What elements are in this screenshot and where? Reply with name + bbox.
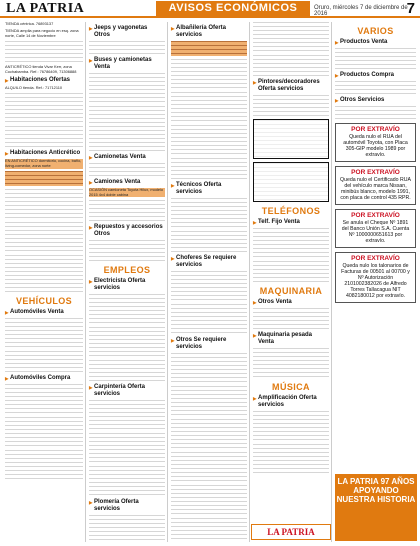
page-header xyxy=(0,0,420,18)
dateline: Oruro, miércoles 7 de diciembre de 2016 xyxy=(314,5,408,17)
category-heading: ▶ Otros Se requiere servicios xyxy=(171,337,247,351)
classified-ad-block xyxy=(253,348,329,378)
category-heading: ▶ Productos Compra xyxy=(335,72,416,79)
category-heading: ▶ Maquinaria pesada Venta xyxy=(253,332,329,346)
anniversary-banner: LA PATRIA 97 AÑOS APOYANDO NUESTRA HISTORIA xyxy=(335,474,417,541)
lost-notice-text: Queda nulo los talonarios de Facturas de 00501 al 00700 y Nº Autorización 2101002382026 de Alfredo Torres Tallacagua NIT 4082180012 por extravío. xyxy=(341,263,410,299)
category-heading: ▶ Pintores/decoradores Oferta servicios xyxy=(253,79,329,93)
classified-ad-block xyxy=(335,81,416,94)
classified-ad-block xyxy=(171,125,247,155)
classified-ad: ALQUILO tienda. Ref.: 71712110 xyxy=(5,85,63,91)
category-heading: ▶ Plomería Oferta servicios xyxy=(89,499,165,513)
category-heading: ▶ Camionetas Venta xyxy=(89,154,165,161)
classified-ad-block xyxy=(89,163,165,176)
classified-ad-block xyxy=(335,48,416,69)
display-advertisement xyxy=(253,162,329,202)
category-heading: ▶ Repuestos y accesorios Otros xyxy=(89,224,165,238)
classified-ad-block xyxy=(171,271,247,301)
classified-ad-block xyxy=(5,93,83,123)
classified-ad-block xyxy=(171,353,247,383)
page-number: 7 xyxy=(406,0,415,17)
classifieds-column-2 xyxy=(87,22,167,542)
classified-ad-block xyxy=(89,466,165,496)
column-divider xyxy=(331,22,332,542)
column-divider xyxy=(249,22,250,542)
classifieds-column-1 xyxy=(3,22,85,542)
highlighted-ad-block xyxy=(5,171,83,186)
category-heading: ▶ Técnicos Oferta servicios xyxy=(171,182,247,196)
classified-ad-block xyxy=(5,41,83,62)
classified-ad-block xyxy=(5,255,83,276)
category-heading: ▶ Automóviles Venta xyxy=(5,309,83,316)
section-heading: MAQUINARIA xyxy=(259,286,323,296)
category-heading: ▶ Jeeps y vagonetas Otros xyxy=(89,25,165,39)
display-advertisement xyxy=(253,119,329,159)
category-heading: ▶ Buses y camionetas Venta xyxy=(89,57,165,71)
classified-ad: ANTICRÉTICO tienda Vivar Kerr, zona Cochabamba. Ref.: 76786409, 71306888 xyxy=(5,63,77,74)
classifieds-column-4 xyxy=(251,22,331,542)
classified-ad-block xyxy=(171,231,247,252)
column-divider xyxy=(167,22,168,542)
lost-notice xyxy=(335,123,416,162)
newspaper-logo: LA PATRIA xyxy=(6,1,85,16)
classified-ad-block xyxy=(89,130,165,151)
classified-ad-block xyxy=(5,126,83,147)
classified-ad-block xyxy=(171,386,247,416)
classified-ad-block xyxy=(5,450,83,480)
lost-notice-title: POR EXTRAVÍO xyxy=(351,212,400,219)
lost-notice-text: Queda nulo el Certificado RUA del vehículo marca Nissan, minibús blanco, modelo 1991, con placa de control 435 RPR. xyxy=(340,177,411,201)
classified-ad-block xyxy=(5,318,83,348)
classified-ad-block xyxy=(171,518,247,542)
classified-ad-block xyxy=(89,433,165,463)
section-heading: EMPLEOS xyxy=(103,264,151,275)
classifieds-column-3 xyxy=(169,22,249,542)
category-heading: ▶ Carpintería Oferta servicios xyxy=(89,384,165,398)
classified-ad-block xyxy=(89,200,165,221)
section-heading: TELÉFONOS xyxy=(261,206,321,216)
classified-ad-block xyxy=(89,360,165,381)
classified-ad-block xyxy=(171,452,247,482)
highlighted-ad: OCASIÓN camioneta Toyota Hilux, modelo 2015 4x4 doble cabina xyxy=(89,187,164,197)
classified-ad-block xyxy=(253,411,329,441)
section-heading: VARIOS xyxy=(357,26,394,36)
category-heading: ▶ Productos Venta xyxy=(335,39,416,46)
lost-notice-title: POR EXTRAVÍO xyxy=(351,169,400,176)
classified-ad-block xyxy=(5,351,83,372)
classified-ad-block xyxy=(253,95,329,116)
lost-notice-title: POR EXTRAVÍO xyxy=(351,255,400,262)
lost-notice-text: Queda nulo el RUA del automóvil Toyota, con Placa 305-GIP modelo 1989 por extravío. xyxy=(343,134,408,158)
classified-ad-block xyxy=(89,73,165,103)
classified-ad-block xyxy=(171,485,247,515)
classified-ad-block xyxy=(5,279,83,292)
classified-ad-block xyxy=(89,400,165,430)
category-heading: ▶ Otros Venta xyxy=(253,299,329,306)
lost-notice xyxy=(335,252,416,303)
category-heading: ▶ Habitaciones Anticrético xyxy=(5,150,83,157)
classified-ad-block xyxy=(89,240,165,261)
classified-ad-block xyxy=(253,228,329,258)
classified-ad-block xyxy=(253,308,329,329)
category-heading: ▶ Camiones Venta xyxy=(89,179,165,186)
classified-ad-block xyxy=(253,261,329,282)
classified-ad-block xyxy=(89,41,165,54)
classified-ad-block xyxy=(5,189,83,219)
category-heading: ▶ Telf. Fijo Venta xyxy=(253,219,329,226)
section-heading: VEHÍCULOS xyxy=(15,296,73,307)
classified-ad-block xyxy=(89,106,165,127)
classified-ad-block xyxy=(171,158,247,179)
category-heading: ▶ Choferes Se requiere servicios xyxy=(171,255,247,269)
category-heading: ▶ Electricista Oferta servicios xyxy=(89,278,165,292)
classified-ad-block xyxy=(5,384,83,414)
category-heading: ▶ Albañilería Oferta servicios xyxy=(171,25,247,39)
classified-ad-block xyxy=(335,106,416,119)
classified-ad-block xyxy=(89,515,165,542)
classifieds-column-5 xyxy=(333,22,418,542)
highlighted-ad: EN ANTICRÉTICO dormitorio, cocina, baño, living-comedor, zona norte xyxy=(5,158,82,168)
classified-ad-block xyxy=(89,294,165,324)
category-heading: ▶ Amplificación Oferta servicios xyxy=(253,395,329,409)
classified-ad-block xyxy=(5,417,83,447)
classified-ad-block xyxy=(253,444,329,474)
category-heading: ▶ Automóviles Compra xyxy=(5,375,83,382)
section-heading: MÚSICA xyxy=(272,382,310,392)
classified-ad-block xyxy=(171,304,247,334)
classified-ad-block xyxy=(89,327,165,357)
classified-ad-block xyxy=(253,55,329,76)
classified-ad-block xyxy=(5,222,83,252)
section-banner: AVISOS ECONÓMICOS xyxy=(156,1,310,16)
classified-ad-block xyxy=(171,419,247,449)
category-heading: ▶ Otros Servicios xyxy=(335,97,416,104)
lost-notice xyxy=(335,166,416,205)
highlighted-ad-block xyxy=(171,41,247,56)
newspaper-logo-footer: LA PATRIA xyxy=(251,524,331,540)
category-heading: ▶ Habitaciones Ofertas xyxy=(5,77,83,84)
classified-ad: TIENDA céntrica. 76893137 xyxy=(5,22,54,26)
classified-ad: TIENDA amplia para negocio en esq. zona norte, Calle 14 de Noviembre xyxy=(5,28,79,38)
lost-notice xyxy=(335,209,416,248)
lost-notice-text: Se anula el Cheque Nº 1891 del Banco Unión S.A. Cuenta Nº 1000000651613 por extravío. xyxy=(341,220,410,244)
column-divider xyxy=(85,22,86,542)
lost-notice-title: POR EXTRAVÍO xyxy=(351,126,400,133)
classified-ad-block xyxy=(171,59,247,89)
classified-ad-block xyxy=(171,92,247,122)
classified-ad-block xyxy=(171,198,247,228)
classified-ad-block xyxy=(253,22,329,52)
